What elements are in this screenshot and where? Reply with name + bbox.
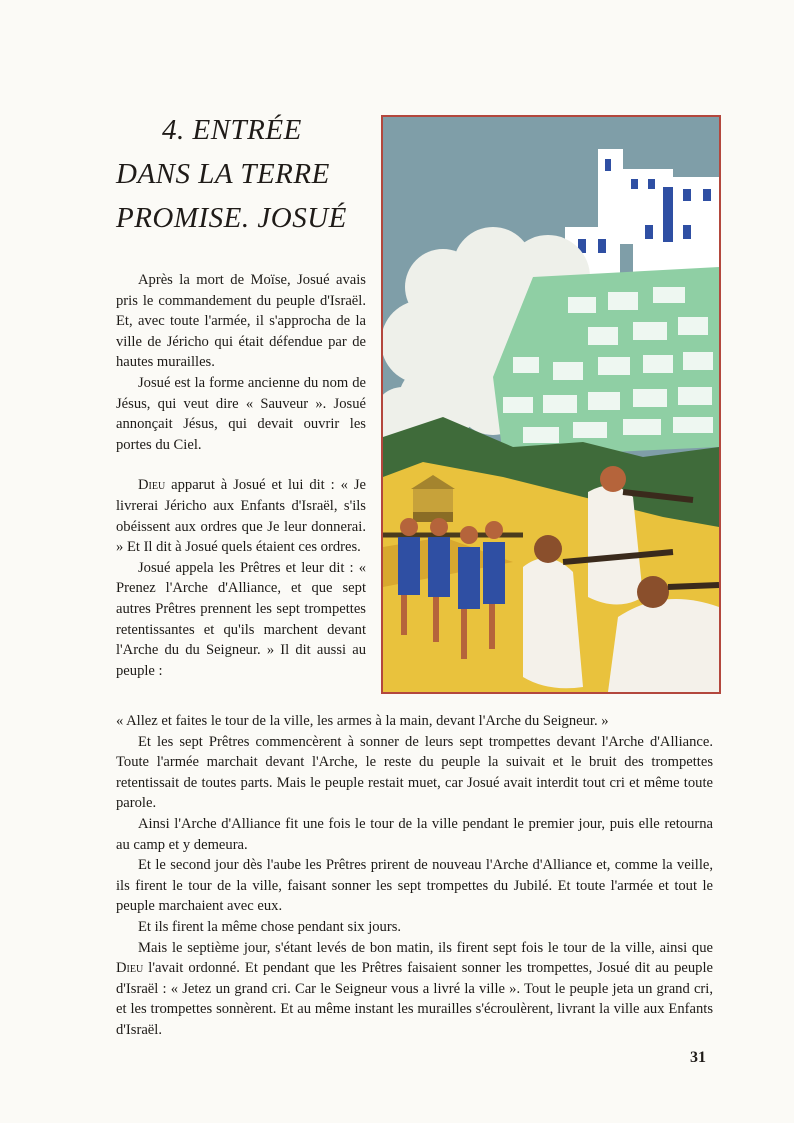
illustration-art	[383, 117, 719, 692]
paragraph: Ainsi l'Arche d'Alliance fit une fois le tour de la ville pendant le premier jour, puis elle retourna au camp et y demeura.	[116, 815, 713, 853]
title-line-1: 4. ENTRÉE	[162, 114, 302, 146]
paragraph: Josué est la forme ancienne du nom de Jésus, qui veut dire « Sauveur ». Josué annonçait Jésus, qui devait ouvrir les portes du Ciel.	[116, 374, 366, 453]
paragraph-text: Mais le septième jour, s'étant levés de bon matin, ils firent sept fois le tour de la ville, ainsi que	[138, 939, 713, 956]
paragraph-continuation: « Allez et faites le tour de la ville, les armes à la main, devant l'Arche du Seigneur. »	[116, 713, 609, 729]
paragraph	[116, 475, 366, 557]
divine-name: Dieu	[138, 477, 166, 494]
paragraph: Et les sept Prêtres commencèrent à sonner de leurs sept trompettes devant l'Arche d'Alliance. Toute l'armée marchait devant l'Arche, le reste du peuple la suivait et le bruit des trompettes retentissait de toutes parts. Mais le peuple restait muet, car Josué avait interdit tout cri et même toute parole.	[116, 733, 713, 812]
paragraph-text: l'avait ordonné. Et pendant que les Prêtres faisaient sonner les trompettes, Josué dit au peuple d'Israël : « Jetez un grand cri. Car le Seigneur vous a livré la ville ». Tout le peuple jeta un grand cri, et les trompettes sonnèrent. Et au même instant les murailles s'écroulèrent, livrant la ville aux Enfants d'Israël.	[116, 960, 713, 1038]
divine-name: Dieu	[116, 960, 144, 977]
title-line-2: DANS LA TERRE	[116, 158, 330, 190]
illustration-jericho	[381, 115, 721, 694]
paragraph: Et le second jour dès l'aube les Prêtres prirent de nouveau l'Arche d'Alliance et, comme la veille, ils firent le tour de la ville, faisant sonner les sept trompettes du Jubilé. Et toute l'armée et tout le peuple marchaient avec eux.	[116, 857, 713, 915]
full-width-text	[116, 711, 713, 1041]
left-column-text	[116, 270, 366, 681]
page-number: 31	[690, 1049, 706, 1066]
paragraph: Et ils firent la même chose pendant six jours.	[138, 918, 402, 935]
paragraph	[116, 938, 713, 1041]
paragraph: Josué appela les Prêtres et leur dit : « Prenez l'Arche d'Alliance, et que sept autres Prêtres prennent les sept trompettes retentissantes et qu'ils marchent devant l'Arche du du Seigneur. » Il dit aussi au peuple :	[116, 559, 366, 679]
title-line-3: PROMISE. JOSUÉ	[116, 202, 347, 234]
chapter-title	[116, 108, 376, 240]
paragraph: Après la mort de Moïse, Josué avais pris le commandement du peuple d'Israël. Et, avec toute l'armée, il s'approcha de la ville de Jéricho qui était défendue par de hautes murailles.	[116, 272, 366, 371]
paragraph-text: apparut à Josué et lui dit : « Je livrerai Jéricho aux Enfants d'Israël, s'ils obéissent aux ordres que Je leur donnerai. » Et Il dit à Josué quels étaient ces ordres.	[116, 477, 366, 556]
